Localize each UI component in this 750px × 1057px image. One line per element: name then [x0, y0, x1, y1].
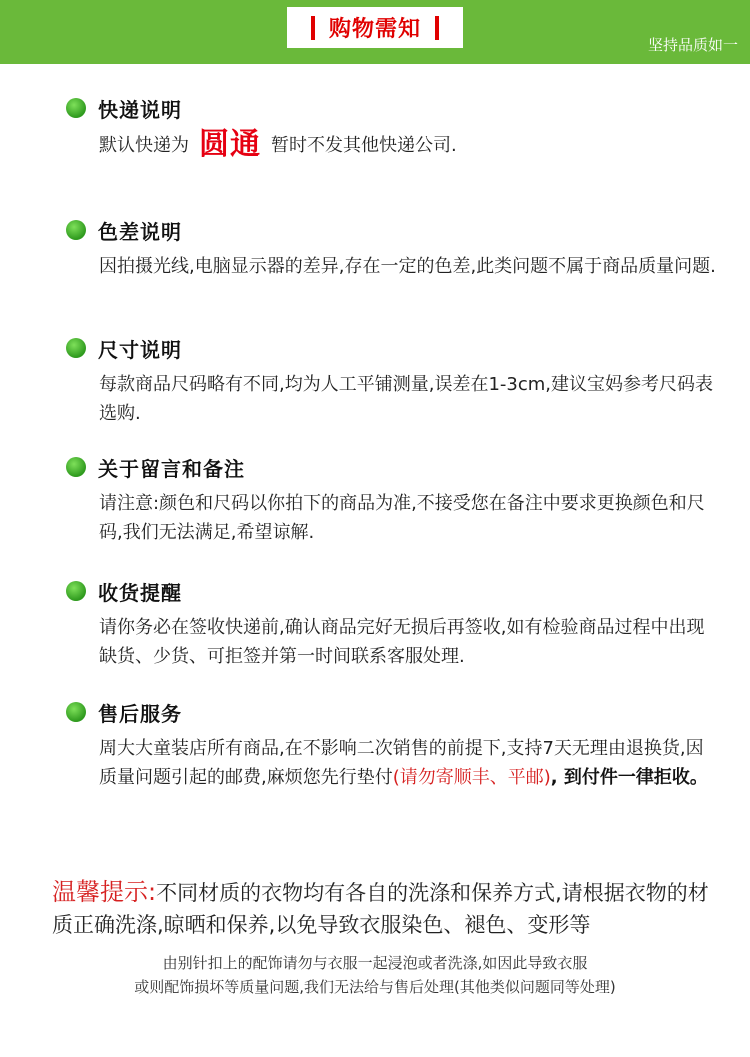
- shipping-post-text: 暂时不发其他快递公司.: [271, 135, 457, 156]
- section-title: 色差说明: [98, 219, 182, 244]
- section-title: 收货提醒: [98, 580, 182, 605]
- section-title: 尺寸说明: [98, 337, 182, 362]
- section-notes: [66, 453, 716, 547]
- section-title: 售后服务: [98, 701, 182, 726]
- header-slogan: 坚持品质如一: [647, 36, 738, 54]
- section-body: 请注意:颜色和尺码以你拍下的商品为准,不接受您在备注中要求更换颜色和尺码,我们无法满足,希望谅解.: [99, 493, 705, 543]
- green-bullet-icon: [66, 98, 86, 118]
- title-left-bar: [311, 16, 315, 40]
- courier-brand: 圆通: [199, 127, 261, 162]
- section-after-sales: [66, 698, 716, 792]
- section-color-difference: [66, 216, 716, 281]
- green-bullet-icon: [66, 457, 86, 477]
- section-body: 每款商品尺码略有不同,均为人工平铺测量,误差在1-3cm,建议宝妈参考尺码表选购.: [99, 374, 713, 424]
- section-shipping: [66, 94, 716, 160]
- tip-text: 不同材质的衣物均有各自的洗涤和保养方式,请根据衣物的材质正确洗涤,晾晒和保养,以免导致衣服染色、褪色、变形等: [52, 881, 709, 937]
- title-right-bar: [435, 16, 439, 40]
- after-sales-refusal: , 到付件一律拒收。: [550, 767, 708, 788]
- warm-tip: [52, 876, 722, 941]
- green-bullet-icon: [66, 581, 86, 601]
- section-receipt: [66, 577, 716, 671]
- after-sales-text: 周大大童装店所有商品,在不影响二次销售的前提下,支持7天无理由退换货,因质量问题引起的邮费,麻烦您先行垫付: [99, 738, 704, 788]
- section-size: [66, 334, 716, 428]
- title-box: [287, 7, 463, 48]
- green-bullet-icon: [66, 220, 86, 240]
- section-body: 因拍摄光线,电脑显示器的差异,存在一定的色差,此类问题不属于商品质量问题.: [99, 256, 716, 277]
- section-body: 请你务必在签收快递前,确认商品完好无损后再签收,如有检验商品过程中出现缺货、少货、可拒签并第一时间联系客服处理.: [99, 617, 705, 667]
- footnote-line: 或则配饰损坏等质量问题,我们无法给与售后处理(其他类似问题同等处理): [134, 978, 616, 996]
- after-sales-warning: (请勿寄顺丰、平邮): [392, 767, 551, 788]
- tip-label: 温馨提示:: [52, 878, 157, 906]
- section-body: [99, 127, 717, 162]
- page-title: 购物需知: [328, 17, 421, 42]
- shipping-pre-text: 默认快递为: [99, 135, 189, 156]
- section-body: [99, 734, 717, 792]
- green-bullet-icon: [66, 702, 86, 722]
- green-bullet-icon: [66, 338, 86, 358]
- section-title: 关于留言和备注: [98, 456, 245, 481]
- header-banner: [0, 0, 750, 64]
- section-title: 快递说明: [98, 97, 182, 122]
- footnote-line: 由别针扣上的配饰请勿与衣服一起浸泡或者洗涤,如因此导致衣服: [162, 954, 588, 972]
